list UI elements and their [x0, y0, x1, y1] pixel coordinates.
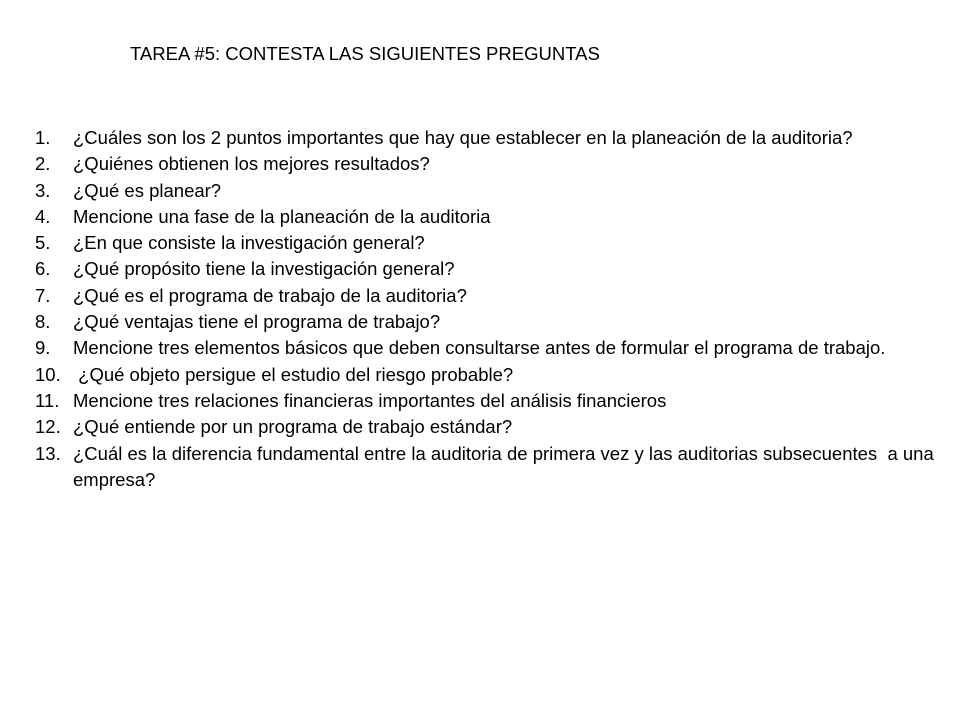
list-item: [35, 178, 940, 204]
list-item: [35, 414, 940, 440]
question-number: 7.: [35, 284, 51, 306]
question-text: ¿Qué propósito tiene la investigación general?: [73, 258, 455, 280]
question-text: ¿Qué es planear?: [73, 179, 222, 201]
list-item: [35, 388, 940, 414]
question-text: Mencione una fase de la planeación de la auditoria: [73, 205, 491, 227]
question-number: 9.: [35, 337, 51, 359]
list-item: [35, 151, 940, 177]
question-list: [35, 125, 940, 493]
list-item: [35, 335, 940, 361]
question-number: 11.: [35, 389, 60, 411]
list-item: [35, 256, 940, 282]
question-number: 5.: [35, 232, 51, 254]
list-item: [35, 441, 940, 494]
list-item: [35, 283, 940, 309]
question-text: Mencione tres relaciones financieras importantes del análisis financieros: [73, 389, 667, 411]
list-item: [35, 362, 940, 388]
question-text: ¿Qué ventajas tiene el programa de trabajo?: [73, 311, 441, 333]
question-number: 4.: [35, 205, 51, 227]
question-text: ¿Qué es el programa de trabajo de la auditoria?: [73, 284, 467, 306]
page-title: TAREA #5: CONTESTA LAS SIGUIENTES PREGUNTAS: [130, 43, 600, 64]
question-text: ¿Qué objeto persigue el estudio del riesgo probable?: [73, 363, 514, 385]
question-text: Mencione tres elementos básicos que deben consultarse antes de formular el programa de trabajo.: [73, 337, 886, 359]
question-text: ¿Qué entiende por un programa de trabajo estándar?: [73, 416, 513, 438]
question-number: 13.: [35, 442, 61, 464]
question-number: 1.: [35, 127, 51, 148]
question-text: ¿Cuál es la diferencia fundamental entre la auditoria de primera vez y las auditorias subsecuentes a una empresa?: [73, 442, 939, 490]
question-text: ¿En que consiste la investigación general?: [73, 232, 425, 254]
list-item: [35, 230, 940, 256]
list-item: [35, 204, 940, 230]
question-number: 2.: [35, 153, 51, 175]
question-number: 6.: [35, 258, 51, 280]
question-number: 10.: [35, 363, 61, 385]
question-number: 8.: [35, 311, 51, 333]
list-item: [35, 125, 940, 151]
question-number: 12.: [35, 416, 61, 438]
question-number: 3.: [35, 179, 51, 201]
question-text: ¿Quiénes obtienen los mejores resultados?: [73, 153, 430, 175]
list-item: [35, 309, 940, 335]
question-text: ¿Cuáles son los 2 puntos importantes que hay que establecer en la planeación de la auditoria?: [73, 127, 853, 148]
